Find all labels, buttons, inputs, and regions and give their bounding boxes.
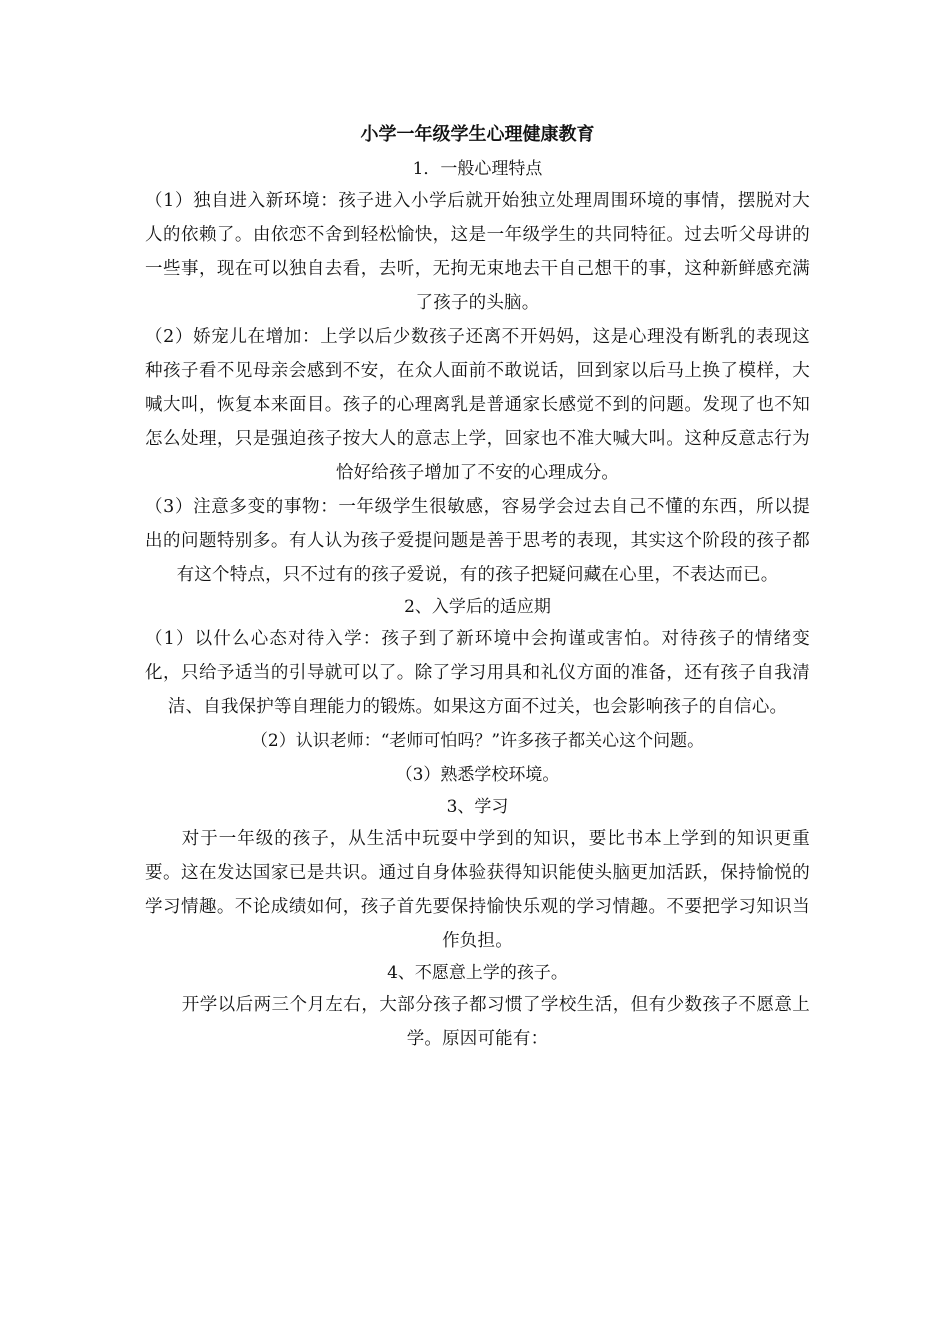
document-title: 小学一年级学生心理健康教育 <box>360 124 595 145</box>
section-2-paragraph-2: （2）认识老师：“老师可怕吗？”许多孩子都关心这个问题。 <box>250 731 705 751</box>
section-4-heading: 4、不愿意上学的孩子。 <box>387 963 568 983</box>
section-2-paragraph-3: （3）熟悉学校环境。 <box>395 765 560 785</box>
section-1-heading: 1．一般心理特点 <box>412 159 543 179</box>
section-2-heading: 2、入学后的适应期 <box>404 597 551 617</box>
section-1-paragraph-1: （1）独自进入新环境：孩子进入小学后就开始独立处理周围环境的事情，摆脱对大人的依赖了。由依恋不舍到轻松愉快，这是一年级学生的共同特征。过去听父母讲的一些事，现在可以独自去看，去听，无拘无束地去干自己想干的事，这种新鲜感充满了孩子的头脑。 <box>145 191 810 313</box>
section-4-paragraph-1: 开学以后两三个月左右，大部分孩子都习惯了学校生活，但有少数孩子不愿意上学。原因可能有： <box>181 995 810 1049</box>
document-page <box>145 120 810 1056</box>
section-1-paragraph-3: （3）注意多变的事物：一年级学生很敏感，容易学会过去自己不懂的东西，所以提出的问题特别多。有人认为孩子爱提问题是善于思考的表现，其实这个阶段的孩子都有这个特点，只不过有的孩子爱说，有的孩子把疑问藏在心里，不表达而已。 <box>145 497 810 585</box>
section-3-paragraph-1: 对于一年级的孩子，从生活中玩耍中学到的知识，要比书本上学到的知识更重要。这在发达国家已是共识。通过自身体验获得知识能使头脑更加活跃，保持愉悦的学习情趣。不论成绩如何，孩子首先要保持愉快乐观的学习情趣。不要把学习知识当作负担。 <box>145 829 810 951</box>
section-1-paragraph-2: （2）娇宠儿在增加：上学以后少数孩子还离不开妈妈，这是心理没有断乳的表现这种孩子看不见母亲会感到不安，在众人面前不敢说话，回到家以后马上换了模样，大喊大叫，恢复本来面目。孩子的心理离乳是普通家长感觉不到的问题。发现了也不知怎么处理，只是强迫孩子按大人的意志上学，回家也不准大喊大叫。这种反意志行为恰好给孩子增加了不安的心理成分。 <box>145 327 810 483</box>
section-3-heading: 3、学习 <box>446 797 509 817</box>
section-2-paragraph-1: （1）以什么心态对待入学：孩子到了新环境中会拘谨或害怕。对待孩子的情绪变化，只给予适当的引导就可以了。除了学习用具和礼仪方面的准备，还有孩子自我清洁、自我保护等自理能力的锻炼。如果这方面不过关，也会影响孩子的自信心。 <box>145 629 810 717</box>
